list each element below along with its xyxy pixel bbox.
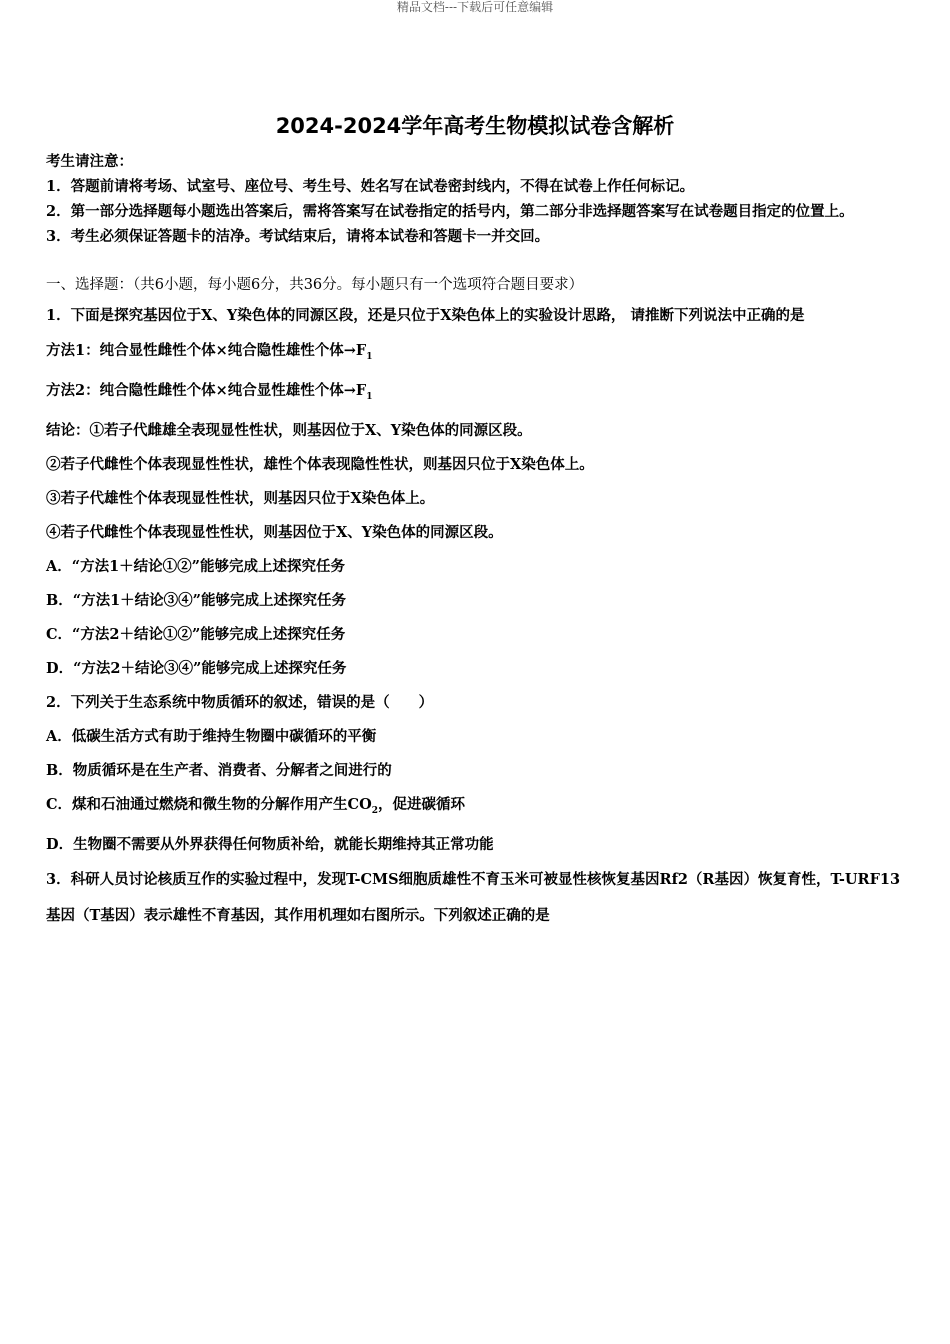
q2-option-c-sub: 2 bbox=[371, 805, 378, 816]
document-body bbox=[46, 149, 904, 934]
section-heading: 一、选择题：（共6小题，每小题6分，共36分。每小题只有一个选项符合题目要求） bbox=[46, 277, 584, 293]
notice-heading: 考生请注意： bbox=[46, 153, 133, 170]
spacer bbox=[46, 249, 904, 273]
notice-item-3: 3．考生必须保证答题卡的洁净。考试结束后，请将本试卷和答题卡一并交回。 bbox=[46, 228, 550, 245]
q2-option-b: B．物质循环是在生产者、消费者、分解者之间进行的 bbox=[46, 761, 392, 779]
q1-conclusion-1-text: ①若子代雌雄全表现显性性状，则基因位于X、Y染色体的同源区段。 bbox=[89, 421, 532, 439]
q1-option-c: C．“方法2＋结论①②”能够完成上述探究任务 bbox=[46, 625, 346, 643]
q1-method-1-sub: 1 bbox=[366, 351, 373, 362]
q1-conclusion-2: ②若子代雌性个体表现显性性状，雄性个体表现隐性性状，则基因只位于X染色体上。 bbox=[46, 455, 594, 473]
q2-stem: 2．下列关于生态系统中物质循环的叙述，错误的是（ ） bbox=[46, 693, 434, 711]
q3-stem: 3．科研人员讨论核质互作的实验过程中，发现T-CMS细胞质雄性不育玉米可被显性核恢复基因Rf2（R基因）恢复育性，T-URF13基因（T基因）表示雄性不育基因，其作用机理如右图所示。下列叙述正确的是 bbox=[46, 870, 901, 924]
q1-option-a: A．“方法1＋结论①②”能够完成上述探究任务 bbox=[46, 557, 346, 575]
q2-option-c-text: C．煤和石油通过燃烧和微生物的分解作用产生CO bbox=[46, 795, 372, 813]
q1-conclusion-4: ④若子代雌性个体表现显性性状，则基因位于X、Y染色体的同源区段。 bbox=[46, 523, 503, 541]
q1-conclusion-label: 结论： bbox=[46, 421, 90, 439]
q2-option-c bbox=[46, 788, 904, 828]
q1-method-2-sub: 1 bbox=[366, 391, 373, 402]
header-note: 精品文档---下载后可任意编辑 bbox=[396, 0, 554, 14]
notice-item-1: 1．答题前请将考场、试室号、座位号、考生号、姓名写在试卷密封线内，不得在试卷上作任何标记。 bbox=[46, 178, 695, 195]
page-title: 2024-2024学年高考生物模拟试卷含解析 bbox=[275, 114, 675, 138]
q2-option-c-tail: ，促进碳循环 bbox=[377, 795, 465, 813]
q1-option-d: D．“方法2＋结论③④”能够完成上述探究任务 bbox=[46, 659, 347, 677]
q1-conclusion-3: ③若子代雄性个体表现显性性状，则基因只位于X染色体上。 bbox=[46, 489, 435, 507]
q1-stem: 1．下面是探究基因位于X、Y染色体的同源区段，还是只位于X染色体上的实验设计思路， 请推断下列说法中正确的是 bbox=[46, 307, 805, 324]
q2-option-d: D．生物圈不需要从外界获得任何物质补给，就能长期维持其正常功能 bbox=[46, 835, 494, 853]
q1-method-1-text: 方法1：纯合显性雌性个体×纯合隐性雄性个体→F bbox=[46, 342, 367, 359]
q1-method-2 bbox=[46, 374, 904, 414]
q1-method-1 bbox=[46, 334, 904, 374]
q2-option-a: A．低碳生活方式有助于维持生物圈中碳循环的平衡 bbox=[46, 727, 377, 745]
q1-method-2-text: 方法2：纯合隐性雌性个体×纯合显性雄性个体→F bbox=[46, 381, 367, 399]
q1-option-b: B．“方法1＋结论③④”能够完成上述探究任务 bbox=[46, 591, 347, 609]
notice-item-2: 2．第一部分选择题每小题选出答案后，需将答案写在试卷指定的括号内，第二部分非选择题答案写在试卷题目指定的位置上。 bbox=[46, 203, 854, 220]
q1-conclusion-1 bbox=[46, 414, 904, 448]
